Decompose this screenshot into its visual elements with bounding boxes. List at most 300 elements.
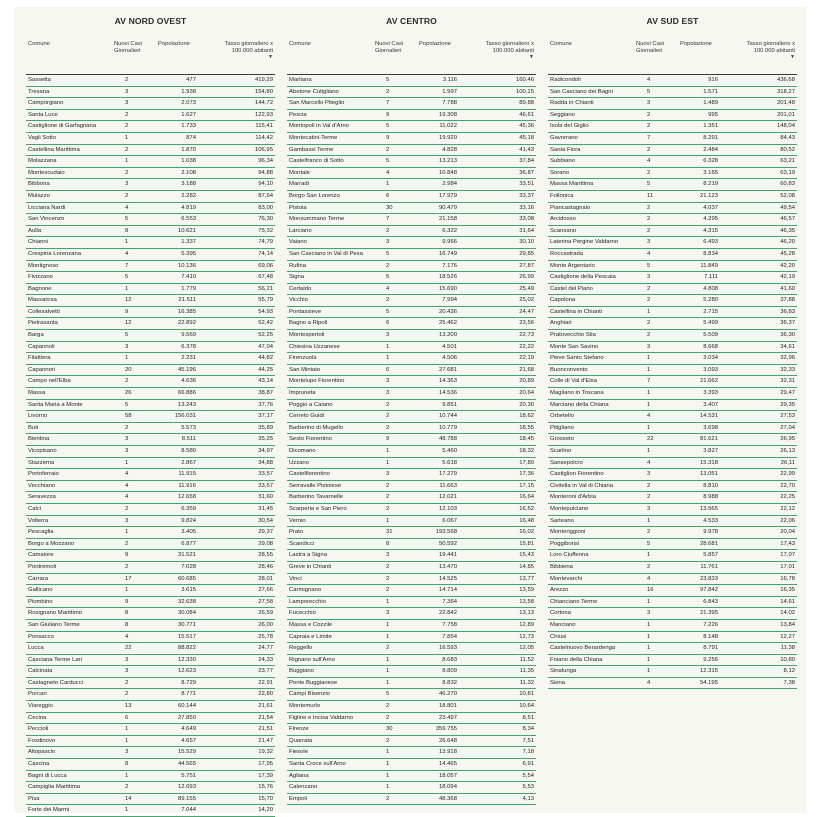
cell-tasso: 36,30 bbox=[780, 332, 795, 339]
table-row bbox=[287, 318, 536, 330]
cell-tasso: 60,83 bbox=[780, 181, 795, 188]
cell-nuovi-casi: 7 bbox=[386, 100, 390, 107]
table-row bbox=[287, 469, 536, 481]
cell-popolazione: 6.322 bbox=[442, 227, 457, 234]
cell-comune: Cecina bbox=[28, 714, 47, 721]
cell-tasso: 33,08 bbox=[519, 216, 534, 223]
cell-comune: Buggiano bbox=[289, 668, 314, 675]
table-row bbox=[26, 400, 275, 412]
cell-nuovi-casi: 3 bbox=[125, 343, 129, 350]
table-row bbox=[287, 655, 536, 667]
table-row bbox=[26, 121, 275, 133]
table-row bbox=[287, 643, 536, 655]
cell-comune: Certaldo bbox=[289, 285, 312, 292]
table-row bbox=[26, 353, 275, 365]
cell-comune: Crespina Lorenzana bbox=[28, 250, 82, 257]
column-header-popolazione[interactable]: Popolazione bbox=[158, 41, 190, 47]
table-header bbox=[287, 35, 536, 74]
cell-popolazione: 4.649 bbox=[181, 726, 196, 733]
column-header-tasso[interactable] bbox=[206, 41, 273, 61]
cell-popolazione: 23.497 bbox=[438, 714, 457, 721]
cell-nuovi-casi: 1 bbox=[125, 529, 129, 536]
cell-comune: Rufina bbox=[289, 262, 307, 269]
cell-tasso: 37,76 bbox=[258, 401, 273, 408]
cell-nuovi-casi: 13 bbox=[125, 703, 132, 710]
column-header-popolazione[interactable]: Popolazione bbox=[680, 41, 712, 47]
cell-popolazione: 1.870 bbox=[181, 146, 196, 153]
column-header-popolazione[interactable]: Popolazione bbox=[419, 41, 451, 47]
cell-nuovi-casi: 2 bbox=[125, 123, 129, 130]
cell-popolazione: 30.084 bbox=[177, 610, 196, 617]
table-row bbox=[26, 423, 275, 435]
cell-tasso: 69,06 bbox=[258, 262, 273, 269]
cell-popolazione: 19.920 bbox=[438, 134, 457, 141]
cell-popolazione: 2.867 bbox=[181, 459, 196, 466]
cell-popolazione: 81.621 bbox=[699, 436, 718, 443]
column-header-comune[interactable]: Comune bbox=[28, 41, 50, 47]
table-row bbox=[287, 562, 536, 574]
cell-comune: Montignoso bbox=[28, 262, 59, 269]
cell-tasso: 63,19 bbox=[780, 169, 795, 176]
cell-popolazione: 11.916 bbox=[178, 482, 196, 489]
cell-comune: Massa e Cozzile bbox=[289, 621, 333, 628]
cell-popolazione: 14.536 bbox=[438, 390, 457, 397]
cell-popolazione: 916 bbox=[708, 77, 718, 83]
table-row bbox=[548, 643, 797, 655]
cell-tasso: 14,20 bbox=[258, 807, 273, 814]
table-row bbox=[548, 492, 797, 504]
cell-comune: Porcari bbox=[28, 691, 47, 698]
cell-comune: Montelupo Fiorentino bbox=[289, 378, 345, 385]
cell-comune: Subbiano bbox=[550, 158, 575, 165]
cell-comune: Gallicano bbox=[28, 587, 53, 594]
cell-popolazione: 50.592 bbox=[438, 540, 457, 547]
cell-comune: Follonica bbox=[550, 192, 574, 199]
cell-tasso: 11,35 bbox=[519, 668, 534, 675]
cell-nuovi-casi: 1 bbox=[125, 726, 129, 733]
cell-comune: Scandicci bbox=[289, 540, 315, 547]
cell-popolazione: 6.843 bbox=[703, 598, 718, 605]
cell-tasso: 56,21 bbox=[258, 285, 273, 292]
cell-tasso: 25,78 bbox=[258, 633, 273, 640]
sort-descending-icon[interactable]: ▼ bbox=[268, 54, 273, 61]
cell-popolazione: 21.662 bbox=[699, 378, 718, 385]
cell-nuovi-casi: 1 bbox=[386, 761, 390, 768]
cell-tasso: 33,57 bbox=[258, 471, 273, 478]
cell-tasso: 18,62 bbox=[519, 413, 534, 420]
cell-tasso: 17,01 bbox=[780, 563, 795, 570]
cell-nuovi-casi: 2 bbox=[125, 424, 129, 431]
cell-tasso: 83,00 bbox=[258, 204, 273, 211]
table-row bbox=[287, 168, 536, 180]
cell-tasso: 22,19 bbox=[519, 355, 534, 362]
cell-comune: Poggio a Caiano bbox=[289, 401, 333, 408]
cell-popolazione: 3.407 bbox=[703, 401, 718, 408]
cell-tasso: 4,13 bbox=[522, 795, 534, 802]
cell-tasso: 11,38 bbox=[780, 645, 795, 652]
cell-tasso: 20,30 bbox=[519, 401, 534, 408]
cell-nuovi-casi: 5 bbox=[647, 88, 651, 95]
cell-popolazione: 1.779 bbox=[181, 285, 196, 292]
cell-nuovi-casi: 2 bbox=[386, 737, 390, 744]
column-header-tasso-label: Tasso giornaliero x 100.000 abitanti bbox=[224, 41, 273, 54]
cell-tasso: 12,89 bbox=[519, 621, 534, 628]
cell-popolazione: 8.791 bbox=[703, 645, 718, 652]
table-row bbox=[287, 342, 536, 354]
table-header bbox=[548, 35, 797, 74]
cell-comune: Montale bbox=[289, 169, 310, 176]
table-row bbox=[287, 516, 536, 528]
cell-nuovi-casi: 2 bbox=[125, 784, 129, 791]
cell-nuovi-casi: 2 bbox=[125, 77, 129, 83]
cell-tasso: 26,00 bbox=[258, 621, 273, 628]
cell-popolazione: 13.213 bbox=[438, 158, 457, 165]
table-row bbox=[287, 585, 536, 597]
cell-popolazione: 8.219 bbox=[703, 181, 718, 188]
cell-comune: Dicomano bbox=[289, 448, 316, 454]
table-row bbox=[26, 261, 275, 273]
cell-comune: Calenzano bbox=[289, 784, 318, 791]
cell-comune: Bagno a Ripoli bbox=[289, 320, 328, 327]
cell-nuovi-casi: 1 bbox=[125, 459, 129, 466]
cell-popolazione: 7.028 bbox=[181, 563, 196, 570]
cell-popolazione: 7.854 bbox=[442, 633, 457, 640]
cell-comune: Pescia bbox=[289, 111, 307, 118]
cell-nuovi-casi: 8 bbox=[386, 540, 390, 547]
cell-popolazione: 12.658 bbox=[177, 494, 196, 501]
table-row bbox=[26, 295, 275, 307]
cell-nuovi-casi: 58 bbox=[125, 413, 132, 420]
cell-popolazione: 32.638 bbox=[177, 598, 196, 605]
cell-tasso: 29,85 bbox=[519, 250, 534, 257]
cell-tasso: 52,25 bbox=[258, 332, 273, 339]
table-row bbox=[26, 179, 275, 191]
cell-nuovi-casi: 1 bbox=[647, 366, 651, 373]
table-row bbox=[26, 110, 275, 122]
cell-popolazione: 1.733 bbox=[181, 123, 196, 130]
cell-tasso: 8,34 bbox=[522, 726, 534, 733]
column-header-tasso[interactable] bbox=[728, 41, 795, 61]
table-row bbox=[287, 353, 536, 365]
cell-comune: Grosseto bbox=[550, 436, 574, 443]
cell-popolazione: 7.758 bbox=[442, 621, 457, 628]
column-header-comune[interactable]: Comune bbox=[289, 41, 311, 47]
cell-nuovi-casi: 1 bbox=[125, 587, 129, 594]
cell-nuovi-casi: 9 bbox=[125, 598, 129, 605]
cell-tasso: 33,51 bbox=[519, 181, 534, 188]
cell-nuovi-casi: 1 bbox=[386, 784, 390, 791]
cell-tasso: 42,19 bbox=[780, 274, 795, 281]
cell-nuovi-casi: 4 bbox=[125, 250, 129, 257]
table-row bbox=[287, 736, 536, 748]
table-row bbox=[26, 747, 275, 759]
cell-popolazione: 874 bbox=[186, 134, 196, 141]
cell-nuovi-casi: 5 bbox=[386, 691, 390, 698]
cell-nuovi-casi: 11 bbox=[647, 192, 654, 199]
table-row bbox=[287, 574, 536, 586]
cell-nuovi-casi: 1 bbox=[386, 621, 390, 628]
cell-tasso: 17,80 bbox=[519, 459, 534, 466]
cell-nuovi-casi: 2 bbox=[125, 192, 129, 199]
cell-tasso: 25,49 bbox=[519, 285, 534, 292]
table-row bbox=[26, 574, 275, 586]
table-row bbox=[26, 388, 275, 400]
table-row bbox=[548, 237, 797, 249]
cell-tasso: 26,11 bbox=[780, 459, 795, 466]
cell-tasso: 14,02 bbox=[780, 610, 795, 617]
cell-tasso: 20,89 bbox=[519, 378, 534, 385]
cell-popolazione: 8.511 bbox=[181, 436, 196, 443]
table-row bbox=[548, 261, 797, 273]
table-row bbox=[548, 574, 797, 586]
cell-popolazione: 156.031 bbox=[174, 413, 196, 420]
cell-nuovi-casi: 2 bbox=[386, 645, 390, 652]
cell-popolazione: 26.648 bbox=[438, 737, 457, 744]
cell-tasso: 63,21 bbox=[780, 158, 795, 165]
cell-nuovi-casi: 2 bbox=[647, 529, 651, 536]
cell-popolazione: 1.351 bbox=[703, 123, 718, 130]
cell-nuovi-casi: 5 bbox=[647, 262, 651, 269]
cell-popolazione: 9.824 bbox=[181, 517, 196, 524]
cell-tasso: 15,70 bbox=[258, 795, 273, 802]
cell-comune: Aulla bbox=[28, 227, 42, 234]
cell-comune: Anghiari bbox=[550, 320, 572, 327]
cell-tasso: 32,33 bbox=[780, 366, 795, 373]
cell-nuovi-casi: 6 bbox=[125, 714, 129, 721]
table-row bbox=[287, 272, 536, 284]
cell-nuovi-casi: 9 bbox=[386, 134, 390, 141]
cell-tasso: 29,08 bbox=[258, 540, 273, 547]
cell-comune: Bagnone bbox=[28, 285, 52, 292]
cell-tasso: 16,78 bbox=[780, 575, 795, 582]
column-header-tasso[interactable] bbox=[467, 41, 534, 61]
cell-tasso: 114,42 bbox=[255, 134, 273, 141]
cell-popolazione: 6.553 bbox=[181, 216, 196, 223]
table-row bbox=[548, 400, 797, 412]
cell-tasso: 37,84 bbox=[519, 158, 534, 165]
cell-nuovi-casi: 2 bbox=[125, 563, 129, 570]
cell-comune: Cerreto Guidi bbox=[289, 413, 325, 420]
cell-comune: Pietrasanta bbox=[28, 320, 58, 327]
cell-comune: Pistoia bbox=[289, 204, 307, 211]
cell-tasso: 160,46 bbox=[515, 77, 534, 83]
cell-comune: Camaiore bbox=[28, 552, 54, 559]
cell-nuovi-casi: 2 bbox=[125, 679, 129, 686]
table-body bbox=[26, 74, 275, 817]
cell-tasso: 89,88 bbox=[519, 100, 534, 107]
column-header-nuovi-casi[interactable]: Nuovi Casi Giornalieri bbox=[114, 41, 143, 54]
table-row bbox=[287, 666, 536, 678]
cell-comune: Vinci bbox=[289, 575, 302, 582]
cell-comune: Bientina bbox=[28, 436, 50, 443]
panel-title: AV NORD OVEST bbox=[114, 16, 187, 26]
cell-comune: Scansano bbox=[550, 227, 577, 234]
cell-popolazione: 14.465 bbox=[438, 761, 457, 768]
cell-nuovi-casi: 9 bbox=[125, 308, 129, 315]
cell-tasso: 44,82 bbox=[258, 355, 273, 362]
cell-tasso: 16,02 bbox=[519, 529, 534, 536]
cell-popolazione: 66.886 bbox=[177, 390, 196, 397]
cell-popolazione: 27.850 bbox=[177, 714, 196, 721]
cell-comune: Quarrata bbox=[289, 737, 313, 744]
cell-popolazione: 9.256 bbox=[703, 656, 718, 663]
cell-tasso: 33,16 bbox=[519, 204, 534, 211]
cell-nuovi-casi: 2 bbox=[125, 111, 129, 118]
cell-popolazione: 8.729 bbox=[181, 679, 196, 686]
cell-tasso: 22,22 bbox=[519, 343, 534, 350]
cell-nuovi-casi: 2 bbox=[386, 714, 390, 721]
cell-nuovi-casi: 2 bbox=[125, 505, 129, 512]
cell-comune: Loro Ciuffenna bbox=[550, 552, 589, 559]
cell-tasso: 23,77 bbox=[258, 668, 273, 675]
cell-nuovi-casi: 3 bbox=[386, 552, 390, 559]
cell-nuovi-casi: 2 bbox=[386, 262, 390, 269]
cell-nuovi-casi: 5 bbox=[647, 540, 651, 547]
table-row bbox=[287, 110, 536, 122]
cell-popolazione: 18.094 bbox=[438, 784, 457, 791]
table-row bbox=[26, 434, 275, 446]
sort-descending-icon[interactable]: ▼ bbox=[529, 54, 534, 61]
cell-nuovi-casi: 4 bbox=[386, 285, 390, 292]
cell-nuovi-casi: 4 bbox=[125, 471, 129, 478]
cell-nuovi-casi: 2 bbox=[647, 216, 651, 223]
cell-comune: Scarlino bbox=[550, 448, 572, 454]
cell-tasso: 100,15 bbox=[515, 88, 534, 95]
table-row bbox=[26, 133, 275, 145]
cell-popolazione: 3.165 bbox=[703, 169, 718, 176]
cell-nuovi-casi: 2 bbox=[647, 285, 651, 292]
cell-tasso: 14,61 bbox=[780, 598, 795, 605]
cell-tasso: 22,80 bbox=[258, 691, 273, 698]
cell-comune: Pescaglia bbox=[28, 529, 54, 536]
cell-tasso: 22,70 bbox=[780, 482, 795, 489]
table-row bbox=[287, 226, 536, 238]
table-header bbox=[26, 35, 275, 74]
cell-nuovi-casi: 1 bbox=[386, 448, 390, 454]
cell-tasso: 54,93 bbox=[258, 308, 273, 315]
cell-nuovi-casi: 1 bbox=[647, 517, 651, 524]
cell-tasso: 36,83 bbox=[780, 308, 795, 315]
cell-comune: Montecatini-Terme bbox=[289, 134, 338, 141]
cell-nuovi-casi: 8 bbox=[125, 610, 129, 617]
cell-tasso: 27,87 bbox=[519, 262, 534, 269]
cell-popolazione: 7.226 bbox=[703, 621, 718, 628]
cell-popolazione: 7.044 bbox=[181, 807, 196, 814]
cell-nuovi-casi: 4 bbox=[647, 158, 651, 165]
cell-nuovi-casi: 1 bbox=[647, 598, 651, 605]
cell-nuovi-casi: 22 bbox=[647, 436, 654, 443]
cell-nuovi-casi: 1 bbox=[125, 807, 129, 814]
cell-comune: San Miniato bbox=[289, 366, 321, 373]
cell-comune: Altopascio bbox=[28, 749, 56, 756]
cell-nuovi-casi: 1 bbox=[386, 598, 390, 605]
cell-nuovi-casi: 3 bbox=[647, 343, 651, 350]
column-header-comune[interactable]: Comune bbox=[550, 41, 572, 47]
cell-tasso: 46,20 bbox=[780, 239, 795, 246]
table-row bbox=[548, 666, 797, 678]
cell-comune: San Giuliano Terme bbox=[28, 621, 80, 628]
cell-comune: Massa bbox=[28, 390, 46, 397]
cell-comune: San Casciano in Val di Pesa bbox=[289, 250, 363, 257]
table-row bbox=[287, 724, 536, 736]
cell-tasso: 201,48 bbox=[776, 100, 795, 107]
sort-descending-icon[interactable]: ▼ bbox=[790, 54, 795, 61]
cell-tasso: 17,43 bbox=[780, 540, 795, 547]
cell-tasso: 41,60 bbox=[780, 285, 795, 292]
cell-comune: Isola del Giglio bbox=[550, 123, 589, 130]
cell-comune: Capannori bbox=[28, 366, 56, 373]
cell-nuovi-casi: 4 bbox=[647, 250, 651, 257]
page bbox=[14, 7, 806, 813]
cell-tasso: 22,91 bbox=[258, 679, 273, 686]
table-row bbox=[26, 145, 275, 157]
cell-comune: Scarperia e San Piero bbox=[289, 505, 347, 512]
table-row bbox=[287, 701, 536, 713]
column-header-nuovi-casi[interactable]: Nuovi Casi Giornalieri bbox=[375, 41, 404, 54]
cell-comune: Montescudaio bbox=[28, 169, 65, 176]
table-row bbox=[287, 713, 536, 725]
cell-popolazione: 3.034 bbox=[703, 355, 718, 362]
cell-comune: Montemurlo bbox=[289, 703, 321, 710]
cell-popolazione: 1.627 bbox=[181, 111, 196, 118]
cell-popolazione: 7.176 bbox=[442, 262, 457, 269]
cell-nuovi-casi: 26 bbox=[125, 390, 132, 397]
cell-popolazione: 4.533 bbox=[703, 517, 718, 524]
cell-comune: Calcinaia bbox=[28, 668, 53, 675]
cell-popolazione: 2.073 bbox=[181, 100, 196, 107]
cell-popolazione: 60.685 bbox=[177, 575, 196, 582]
cell-popolazione: 48.788 bbox=[438, 436, 457, 443]
cell-nuovi-casi: 1 bbox=[386, 633, 390, 640]
cell-nuovi-casi: 3 bbox=[386, 610, 390, 617]
cell-popolazione: 2.108 bbox=[181, 169, 196, 176]
cell-tasso: 45,28 bbox=[780, 250, 795, 257]
cell-nuovi-casi: 2 bbox=[386, 563, 390, 570]
cell-nuovi-casi: 1 bbox=[386, 668, 390, 675]
cell-popolazione: 18.801 bbox=[438, 703, 457, 710]
table-row bbox=[26, 249, 275, 261]
cell-tasso: 16,48 bbox=[519, 517, 534, 524]
column-header-nuovi-casi[interactable]: Nuovi Casi Giornalieri bbox=[636, 41, 665, 54]
cell-tasso: 16,35 bbox=[780, 587, 795, 594]
cell-tasso: 26,13 bbox=[780, 448, 795, 454]
cell-tasso: 21,68 bbox=[519, 366, 534, 373]
cell-comune: Montopoli in Val d'Arno bbox=[289, 123, 349, 130]
cell-nuovi-casi: 2 bbox=[386, 146, 390, 153]
cell-comune: Fiesole bbox=[289, 749, 308, 756]
panel-nord-ovest bbox=[26, 7, 275, 817]
cell-tasso: 22,99 bbox=[780, 471, 795, 478]
table-row bbox=[26, 203, 275, 215]
table-row bbox=[287, 388, 536, 400]
cell-nuovi-casi: 1 bbox=[647, 633, 651, 640]
cell-popolazione: 9.569 bbox=[181, 332, 196, 339]
cell-tasso: 36,87 bbox=[519, 169, 534, 176]
cell-nuovi-casi: 5 bbox=[647, 181, 651, 188]
cell-tasso: 28,55 bbox=[258, 552, 273, 559]
cell-nuovi-casi: 3 bbox=[125, 448, 129, 454]
cell-nuovi-casi: 3 bbox=[386, 239, 390, 246]
cell-popolazione: 14.363 bbox=[438, 378, 457, 385]
table-row bbox=[548, 504, 797, 516]
cell-popolazione: 7.788 bbox=[442, 100, 457, 107]
cell-tasso: 35,89 bbox=[258, 424, 273, 431]
table-row bbox=[26, 736, 275, 748]
cell-comune: Arcidosso bbox=[550, 216, 576, 223]
table-row bbox=[548, 423, 797, 435]
cell-nuovi-casi: 4 bbox=[647, 575, 651, 582]
cell-comune: Monteriggioni bbox=[550, 529, 586, 536]
